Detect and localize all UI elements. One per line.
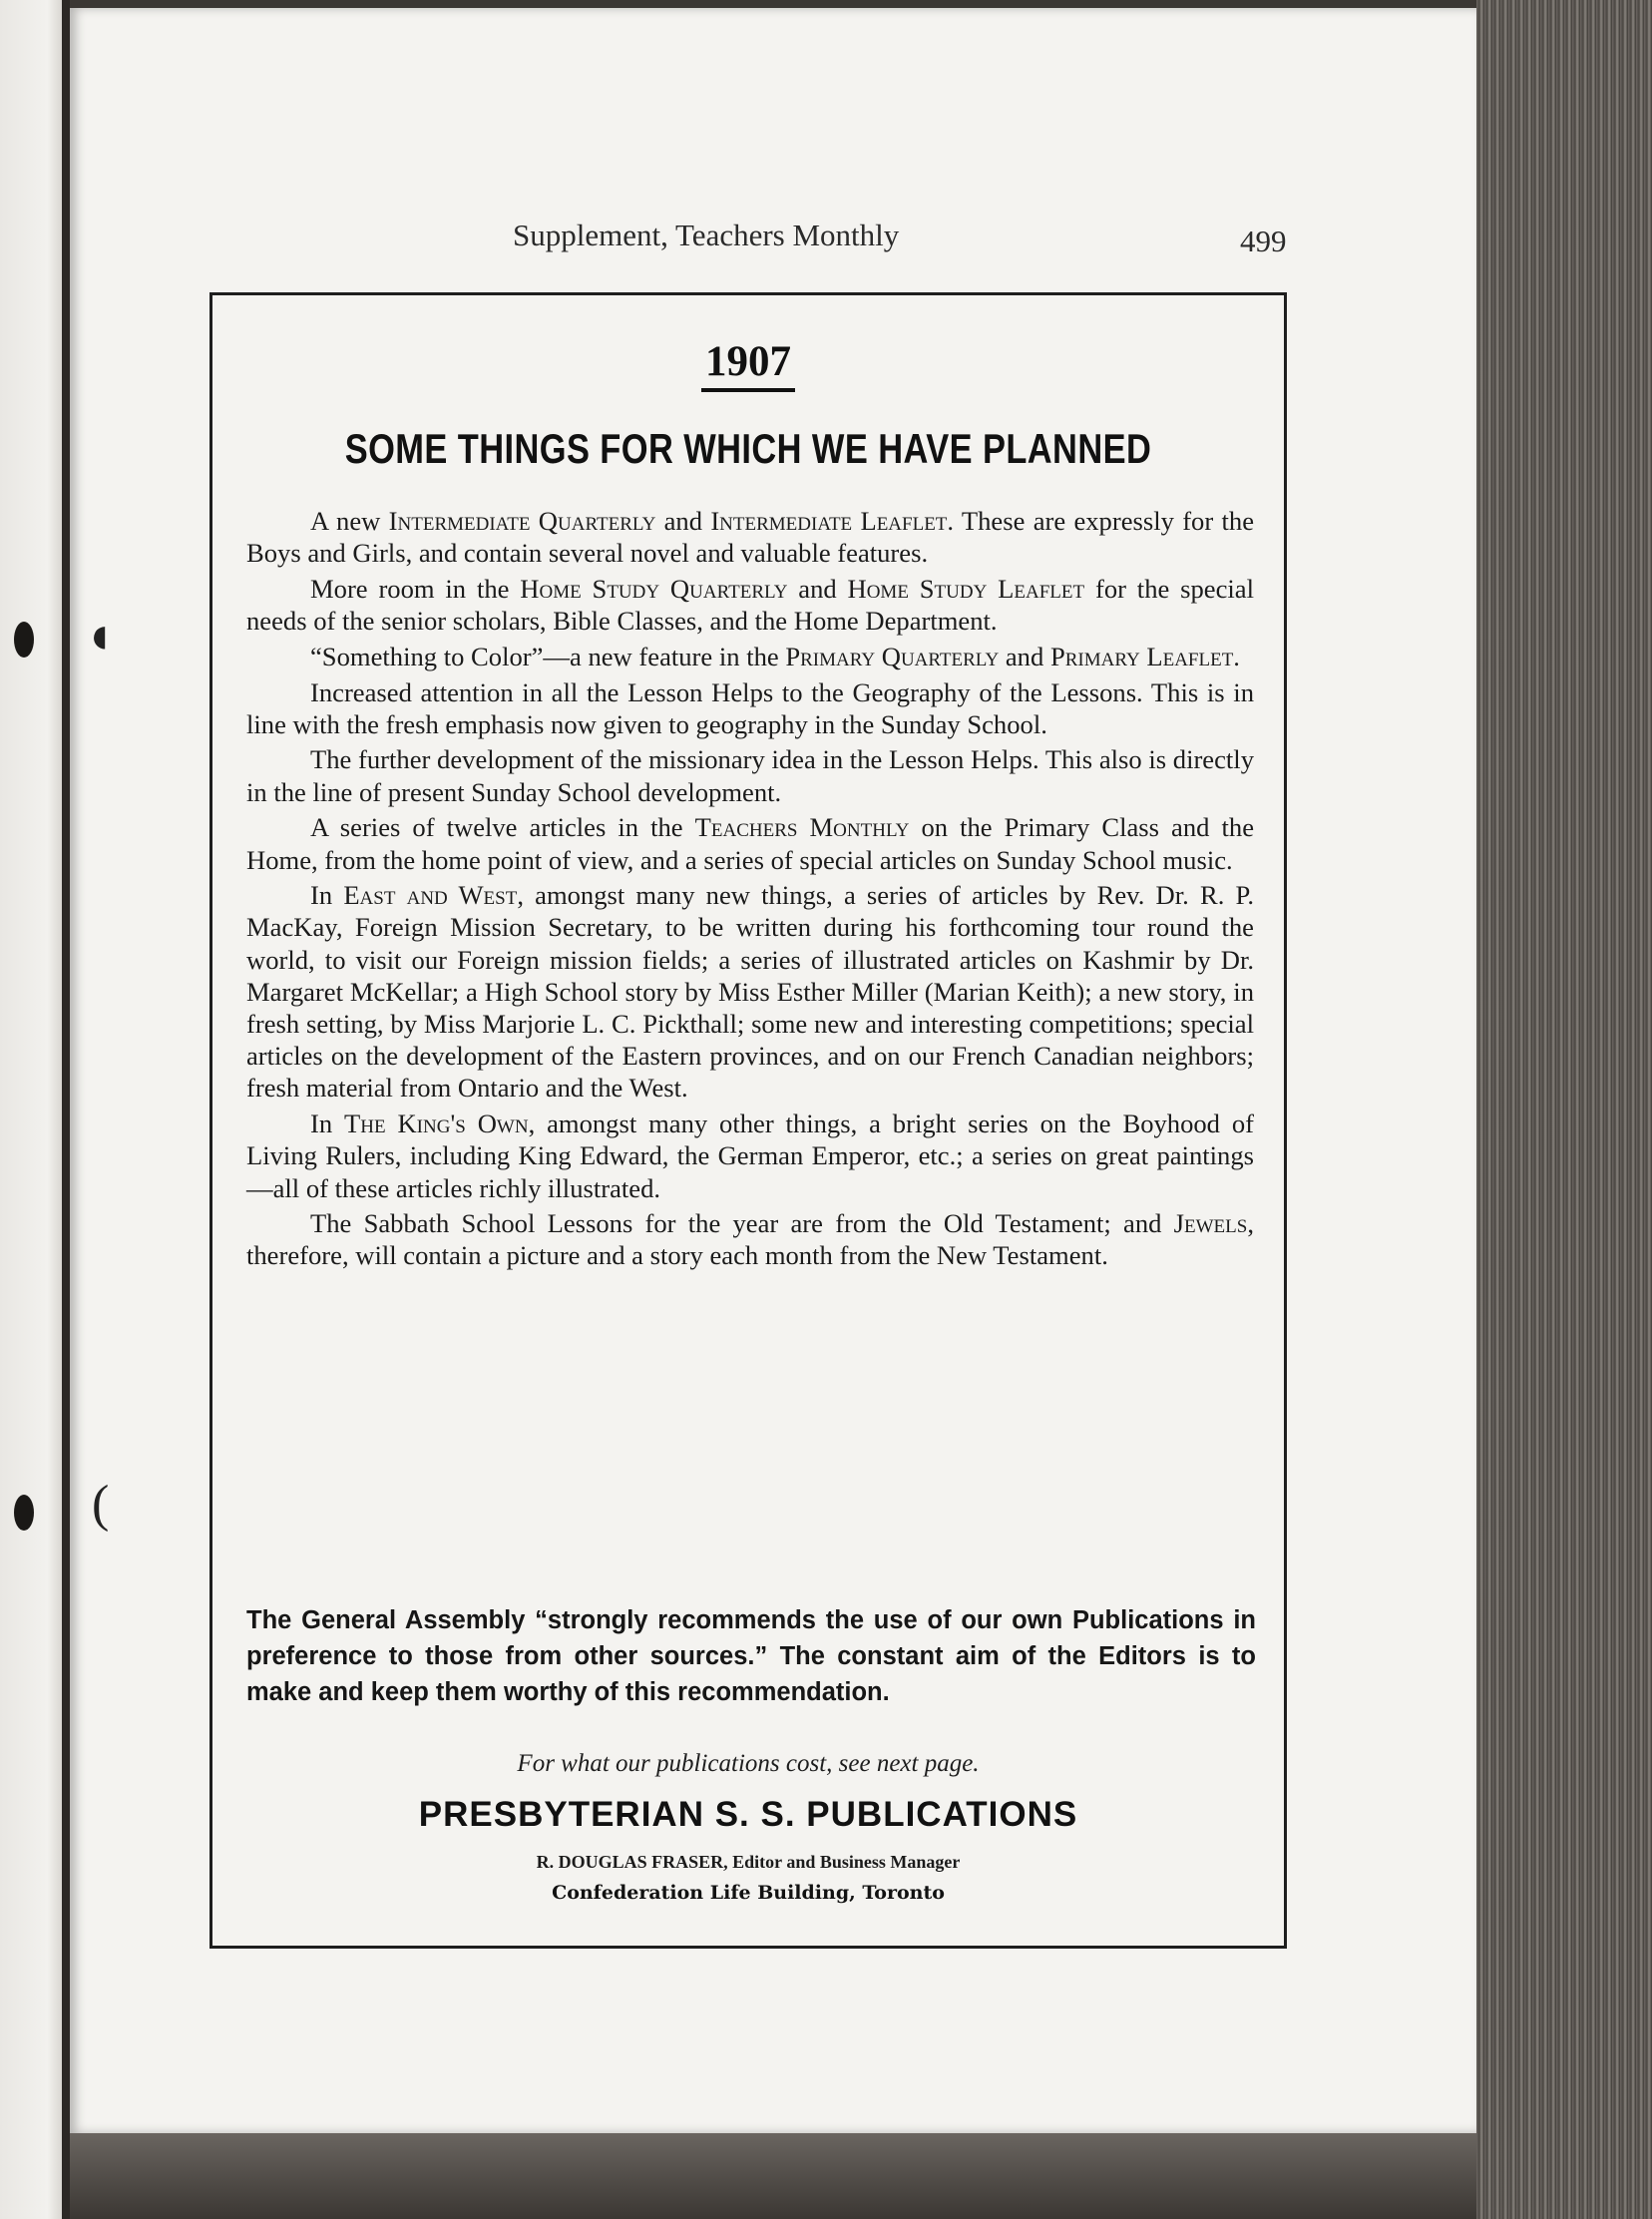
paragraph-text: “Something to Color”—a new feature in the	[310, 641, 786, 671]
paragraph-text: and	[655, 506, 711, 536]
paragraph-text: The Sabbath School Lessons for the year are from the Old Testament; and	[310, 1208, 1174, 1239]
paragraph-text: .	[1233, 641, 1240, 671]
publisher-name: PRESBYTERIAN S. S. PUBLICATIONS	[418, 1795, 1078, 1834]
publication-title: Primary Leaflet	[1049, 641, 1234, 671]
ad-paragraph	[246, 1207, 1254, 1271]
paragraph-text: Increased attention in all the Lesson Helps to the Geography of the Lessons. This is in line with the fresh emphasis now given to geography in the Sunday School.	[246, 676, 1254, 739]
publication-title: Primary Quarterly	[785, 641, 1000, 671]
paragraph-text: A new	[310, 506, 389, 536]
paragraph-text: In	[310, 880, 344, 911]
margin-mark-top: ◖	[84, 608, 116, 665]
ad-paragraph	[246, 676, 1254, 740]
ad-paragraph	[246, 573, 1254, 637]
paragraph-text: , amongst many other things, a bright series on the Boyhood of Living Rulers, including King Edward, the German Emperor, etc.; a series on great paintings—all of these articles richly illustrated.	[246, 1109, 1255, 1203]
paragraph-text: , amongst many new things, a series of articles by Rev. Dr. R. P. MacKay, Foreign Mission Secretary, to be written during his forthcoming tour round the world, to visit our Foreign mission fields; a series of illustrated articles on Kashmir by Dr. Margaret McKellar; a High School story by Miss Esther Miller (Marian Keith); a new story, in fresh setting, by Miss Marjorie L. C. Pickthall; some new and interesting competitions; special articles on the development of the Eastern provinces, and on our French Canadian neighbors; fresh material from Ontario and the West.	[246, 880, 1254, 1104]
ad-year-text: 1907	[701, 337, 795, 392]
book-gutter	[62, 0, 70, 2219]
page-bottom-shadow	[70, 2133, 1476, 2219]
margin-mark-bottom: (	[92, 1476, 110, 1533]
paragraph-text: for the special needs of the senior scholars, Bible Classes, and the Home Department.	[246, 573, 1254, 637]
page-number: 499	[1240, 223, 1287, 258]
paragraph-text: . These are expressly for the Boys and Girls, and contain several novel and valuable features.	[246, 506, 1255, 569]
paragraph-text: and	[999, 641, 1050, 671]
ad-year	[212, 337, 1284, 392]
book-page-edges	[1476, 0, 1652, 2219]
publication-title: Intermediate Leaflet	[710, 506, 948, 536]
paragraph-text: More room in the	[310, 573, 521, 604]
advertisement-box	[209, 292, 1287, 1949]
facing-page-edge	[0, 0, 68, 2219]
publication-title: Teachers Monthly	[694, 812, 910, 843]
publication-title: Intermediate Quarterly	[388, 506, 656, 536]
ad-paragraph	[246, 641, 1254, 672]
binding-hole-top	[14, 622, 34, 658]
publication-title: Home Study Leaflet	[847, 573, 1085, 604]
publication-title: The King's Own	[344, 1109, 529, 1139]
paragraph-text: A series of twelve articles in the	[310, 812, 695, 843]
publisher-address: Confederation Life Building, Toronto	[552, 1882, 945, 1904]
ad-paragraph	[246, 743, 1254, 807]
ad-headline: SOME THINGS FOR WHICH WE HAVE PLANNED	[344, 425, 1152, 472]
binding-hole-bottom	[14, 1495, 34, 1531]
paragraph-text: and	[787, 573, 848, 604]
publication-title: East and West	[343, 880, 518, 911]
ad-paragraph	[246, 1108, 1254, 1204]
see-next-page-note: For what our publications cost, see next page.	[517, 1750, 980, 1777]
paragraph-text: , therefore, will contain a picture and a story each month from the New Testament.	[246, 1208, 1254, 1271]
paragraph-text: In	[310, 1109, 345, 1139]
ad-paragraph	[246, 505, 1254, 569]
general-assembly-text: The General Assembly “strongly recommends the use of our own Publications in preference to those from other sources.” The constant aim of the Editors is to make and keep them worthy of this recommendation.	[246, 1606, 1256, 1706]
ad-paragraph	[246, 811, 1254, 875]
running-head: Supplement, Teachers Monthly	[513, 218, 900, 252]
publication-title: Jewels	[1173, 1208, 1248, 1239]
ad-body-text	[246, 505, 1254, 1275]
paragraph-text: The further development of the missionary idea in the Lesson Helps. This also is directly in the line of present Sunday School development.	[246, 744, 1254, 807]
general-assembly-note	[246, 1602, 1256, 1710]
paragraph-text: on the Primary Class and the Home, from the home point of view, and a series of special articles on Sunday School music.	[246, 812, 1254, 875]
publication-title: Home Study Quarterly	[520, 573, 788, 604]
editor-line: R. DOUGLAS FRASER, Editor and Business Manager	[536, 1852, 961, 1872]
ad-paragraph	[246, 879, 1254, 1104]
